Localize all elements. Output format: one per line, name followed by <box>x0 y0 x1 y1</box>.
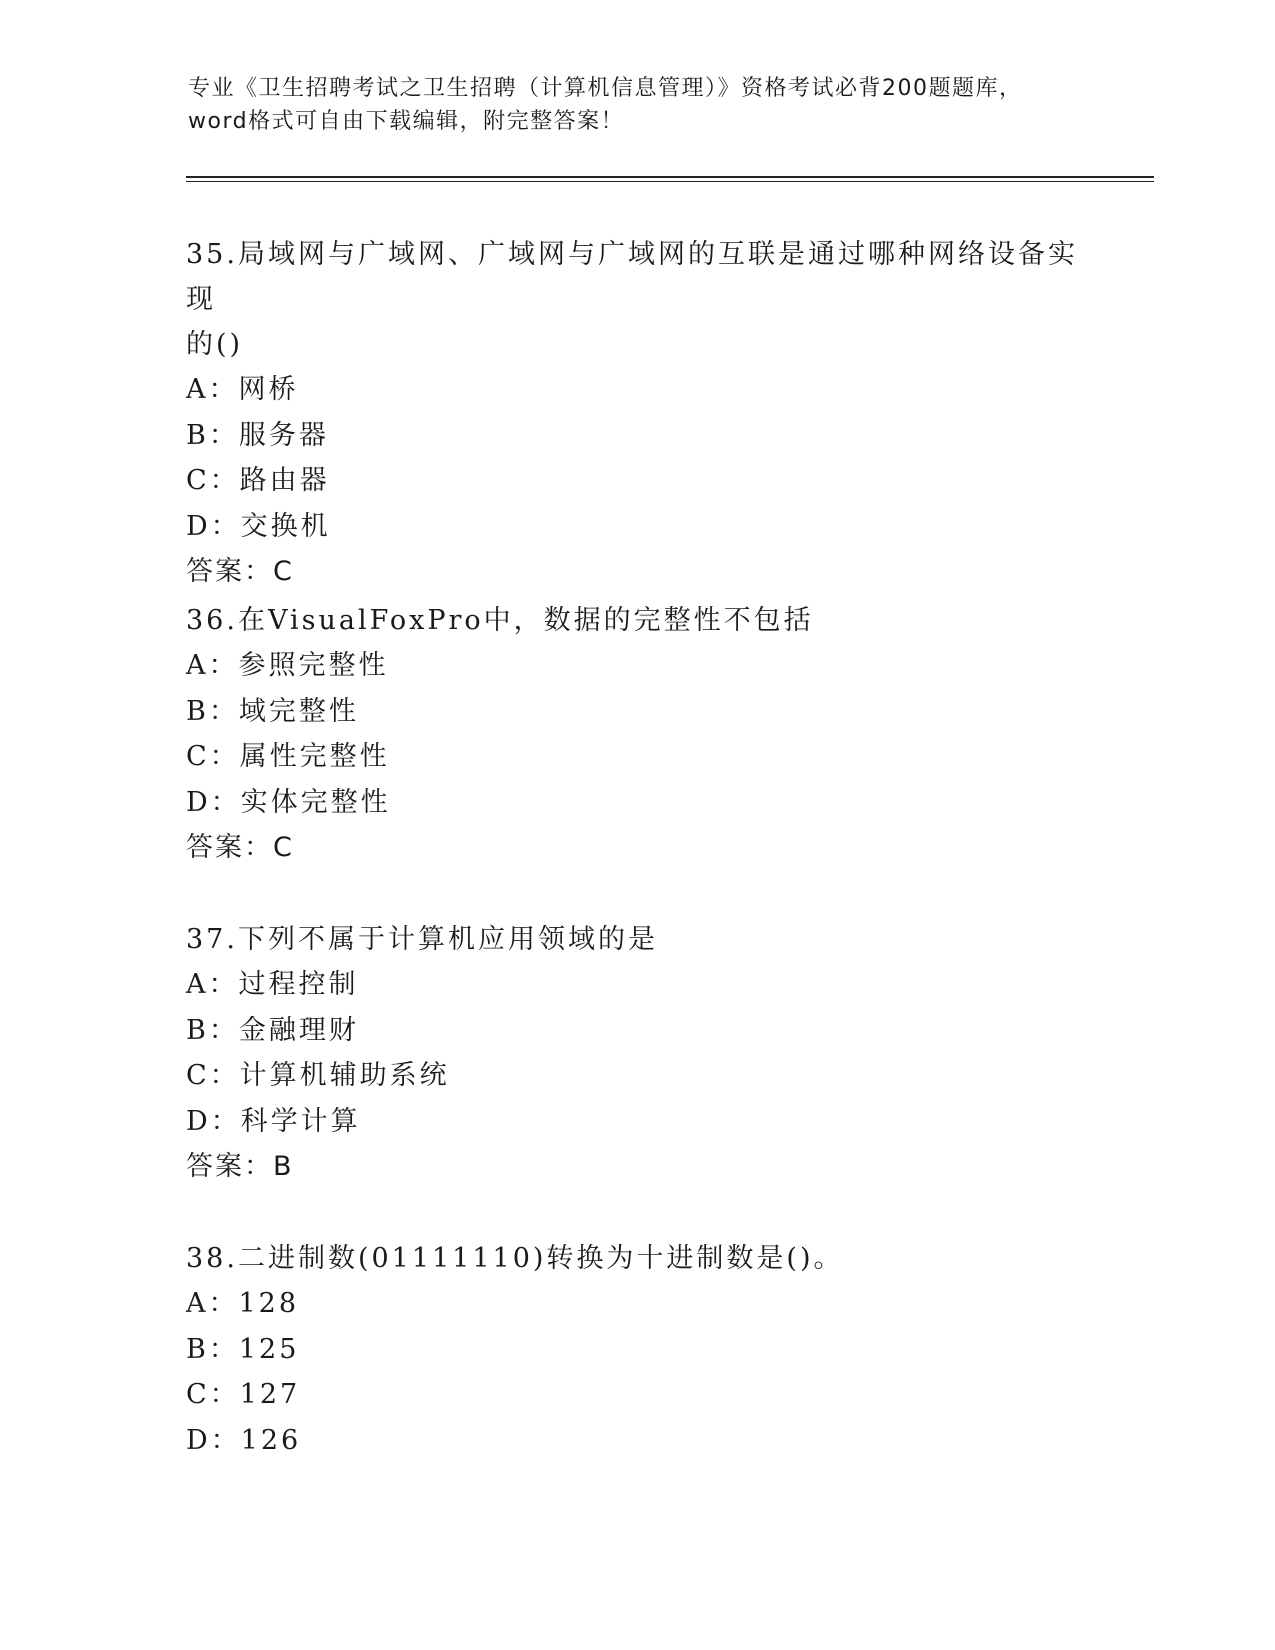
answer: 答案：B <box>186 1151 294 1182</box>
question-37 <box>186 917 1086 1189</box>
option-a: A：128 <box>186 1288 300 1319</box>
question-stem-continued: 的() <box>186 329 244 360</box>
option-b: B：服务器 <box>186 419 329 451</box>
option-d: D：交换机 <box>186 510 331 542</box>
document-header <box>188 72 1088 138</box>
option-d: D：126 <box>186 1424 302 1456</box>
option-c: C：路由器 <box>186 465 330 496</box>
answer: 答案：C <box>186 556 294 587</box>
option-b: B：金融理财 <box>186 1014 359 1046</box>
option-b: B：125 <box>186 1333 300 1365</box>
question-stem: 37.下列不属于计算机应用领域的是 <box>186 924 658 955</box>
question-stem: 38.二进制数(01111110)转换为十进制数是()。 <box>186 1243 844 1274</box>
option-d: D：科学计算 <box>186 1105 361 1137</box>
question-stem: 36.在VisualFoxPro中，数据的完整性不包括 <box>186 605 814 636</box>
option-c: C：计算机辅助系统 <box>186 1060 450 1091</box>
question-36 <box>186 598 1086 870</box>
question-stem: 35.局域网与广域网、广域网与广域网的互联是通过哪种网络设备实现 <box>186 239 1078 315</box>
option-a: A：网桥 <box>186 374 299 405</box>
answer: 答案：C <box>186 832 294 863</box>
header-line-2: word格式可自由下载编辑，附完整答案！ <box>188 109 625 134</box>
option-c: C：127 <box>186 1379 301 1410</box>
option-a: A：过程控制 <box>186 969 359 1000</box>
header-line-1: 专业《卫生招聘考试之卫生招聘（计算机信息管理）》资格考试必背200题题库， <box>188 76 1023 101</box>
question-38 <box>186 1236 1086 1463</box>
header-divider <box>186 176 1154 182</box>
option-a: A：参照完整性 <box>186 650 389 681</box>
option-c: C：属性完整性 <box>186 741 390 772</box>
option-b: B：域完整性 <box>186 695 359 727</box>
option-d: D：实体完整性 <box>186 786 391 818</box>
question-35 <box>186 232 1086 594</box>
